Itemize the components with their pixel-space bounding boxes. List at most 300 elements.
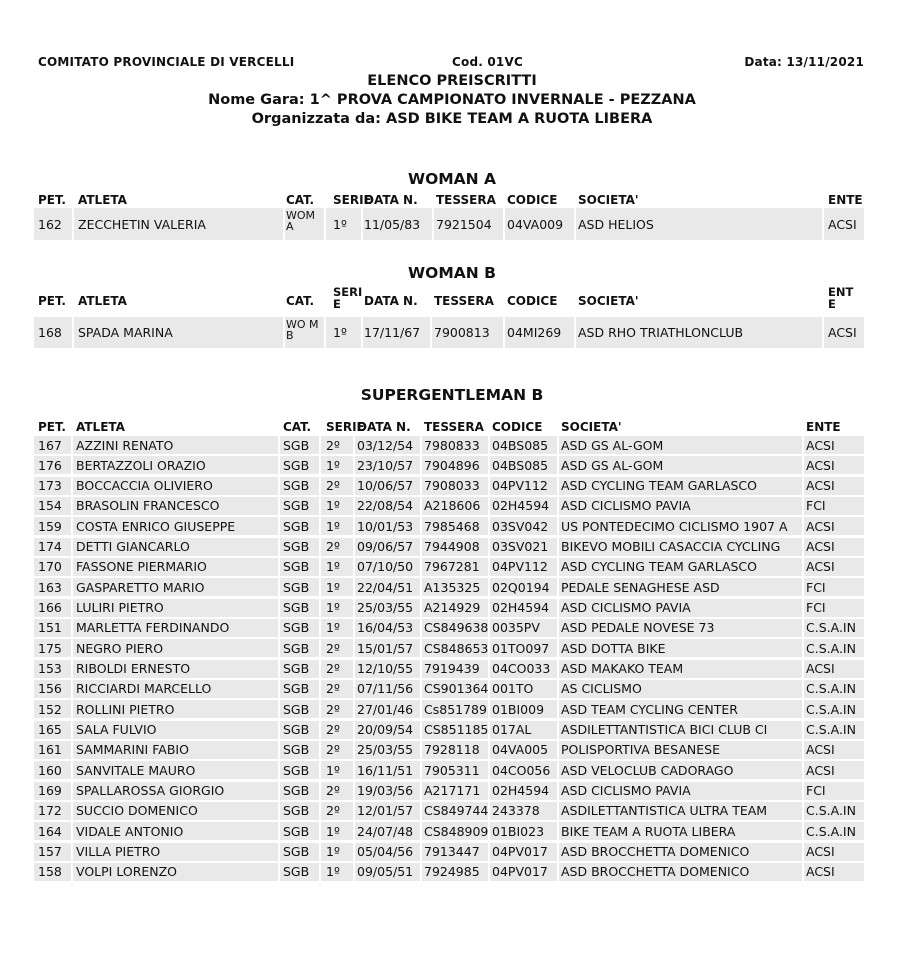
cell-data: 23/10/57 (357, 457, 414, 473)
cell-ente: C.S.A.IN (806, 803, 856, 819)
column-divider (420, 456, 422, 474)
cell-codice: 04BS085 (492, 437, 549, 453)
column-divider (822, 317, 824, 348)
cell-pet: 168 (38, 325, 62, 340)
column-divider (283, 208, 285, 240)
cell-serie: 1º (326, 579, 340, 595)
cell-tessera: CS849744 (424, 803, 489, 819)
cell-ente: FCI (806, 600, 826, 616)
column-divider (802, 456, 804, 474)
cell-atleta: ROLLINI PIETRO (76, 701, 175, 717)
cell-pet: 170 (38, 559, 62, 575)
cell-pet: 164 (38, 823, 62, 839)
column-divider (71, 578, 73, 596)
column-divider (353, 477, 355, 495)
column-divider (802, 660, 804, 678)
race-name: Nome Gara: 1^ PROVA CAMPIONATO INVERNALE - PEZZANA (208, 92, 696, 108)
column-divider (488, 456, 490, 474)
cell-pet: 162 (38, 216, 62, 232)
column-divider (319, 761, 321, 779)
cell-serie: 1º (326, 559, 340, 575)
column-divider (353, 578, 355, 596)
column-header-serie: SERI E (333, 285, 363, 311)
column-divider (557, 721, 559, 739)
cell-tessera: 7904896 (424, 457, 480, 473)
cell-pet: 175 (38, 640, 62, 656)
cell-cat: SGB (283, 498, 310, 514)
column-header-data: DATA N. (357, 420, 411, 434)
cell-pet: 151 (38, 620, 62, 636)
column-divider (319, 680, 321, 698)
column-divider (278, 802, 280, 820)
column-divider (319, 599, 321, 617)
cell-codice: 0035PV (492, 620, 540, 636)
column-divider (319, 619, 321, 637)
cell-data: 25/03/55 (357, 600, 414, 616)
cell-societa: ASD BROCCHETTA DOMENICO (561, 844, 750, 860)
column-divider (353, 436, 355, 454)
column-divider (557, 761, 559, 779)
cell-atleta: NEGRO PIERO (76, 640, 164, 656)
cell-pet: 157 (38, 844, 62, 860)
cell-pet: 161 (38, 742, 62, 758)
column-divider (420, 843, 422, 861)
column-divider (430, 317, 432, 348)
column-divider (802, 578, 804, 596)
cell-societa: BIKEVO MOBILI CASACCIA CYCLING (561, 539, 781, 555)
column-divider (420, 619, 422, 637)
page-title: ELENCO PREISCRITTI (367, 73, 537, 89)
column-divider (353, 863, 355, 881)
cell-societa: PEDALE SENAGHESE ASD (561, 579, 720, 595)
cell-societa: AS CICLISMO (561, 681, 642, 697)
cell-serie: 2º (326, 681, 340, 697)
column-divider (319, 660, 321, 678)
column-divider (71, 822, 73, 840)
document-titles (0, 72, 904, 129)
cell-data: 22/04/51 (357, 579, 414, 595)
cell-ente: ACSI (828, 216, 857, 232)
cell-cat: SGB (283, 783, 310, 799)
cell-data: 12/01/57 (357, 803, 414, 819)
cell-ente: C.S.A.IN (806, 640, 856, 656)
cell-societa: ASD BROCCHETTA DOMENICO (561, 864, 750, 880)
column-divider (420, 863, 422, 881)
cell-societa: ASD VELOCLUB CADORAGO (561, 762, 734, 778)
cell-codice: 001TO (492, 681, 534, 697)
cell-cat: SGB (283, 762, 310, 778)
cell-serie: 1º (326, 620, 340, 636)
section-title: WOMAN A (407, 170, 497, 188)
column-divider (71, 436, 73, 454)
column-divider (802, 761, 804, 779)
cell-data: 12/10/55 (357, 661, 414, 677)
column-divider (71, 619, 73, 637)
column-divider (802, 639, 804, 657)
cell-data: 09/06/57 (357, 539, 414, 555)
cell-serie: 1º (326, 600, 340, 616)
cell-pet: 165 (38, 722, 62, 738)
column-divider (319, 822, 321, 840)
cell-data: 24/07/48 (357, 823, 414, 839)
column-divider (557, 599, 559, 617)
column-divider (488, 558, 490, 576)
cell-tessera: 7919439 (424, 661, 480, 677)
cell-societa: ASD CICLISMO PAVIA (561, 600, 691, 616)
column-divider (802, 843, 804, 861)
cell-atleta: FASSONE PIERMARIO (76, 559, 207, 575)
column-divider (278, 680, 280, 698)
column-divider (420, 700, 422, 718)
column-divider (802, 782, 804, 800)
cell-codice: 02H4594 (492, 783, 550, 799)
cell-tessera: A135325 (424, 579, 481, 595)
cell-atleta: BERTAZZOLI ORAZIO (76, 457, 206, 473)
column-divider (802, 863, 804, 881)
cell-tessera: A214929 (424, 600, 481, 616)
cell-societa: ASDILETTANTISTICA ULTRA TEAM (561, 803, 768, 819)
column-divider (503, 208, 505, 240)
column-header-ente: ENTE (806, 420, 841, 434)
column-divider (557, 822, 559, 840)
column-header-pet: PET. (38, 193, 66, 207)
cell-codice: 02Q0194 (492, 579, 550, 595)
cell-ente: ACSI (806, 539, 835, 555)
cell-ente: ACSI (806, 844, 835, 860)
column-divider (353, 721, 355, 739)
cell-pet: 166 (38, 600, 62, 616)
cell-pet: 163 (38, 579, 62, 595)
column-divider (353, 843, 355, 861)
column-divider (557, 863, 559, 881)
cell-data: 11/05/83 (364, 216, 421, 232)
cell-data: 20/09/54 (357, 722, 414, 738)
column-divider (319, 700, 321, 718)
cell-tessera: 7905311 (424, 762, 480, 778)
column-divider (278, 619, 280, 637)
cell-atleta: VILLA PIETRO (76, 844, 161, 860)
column-divider (324, 317, 326, 348)
cell-tessera: 7967281 (424, 559, 480, 575)
cell-data: 15/01/57 (357, 640, 414, 656)
column-divider (353, 619, 355, 637)
column-divider (488, 700, 490, 718)
column-divider (557, 660, 559, 678)
cell-cat: SGB (283, 742, 310, 758)
cell-pet: 172 (38, 803, 62, 819)
cell-societa: ASD MAKAKO TEAM (561, 661, 684, 677)
column-divider (557, 477, 559, 495)
cell-cat: SGB (283, 661, 310, 677)
column-divider (488, 660, 490, 678)
column-divider (278, 436, 280, 454)
cell-atleta: BOCCACCIA OLIVIERO (76, 478, 213, 494)
column-header-codice: CODICE (507, 294, 558, 308)
cell-data: 25/03/55 (357, 742, 414, 758)
column-divider (802, 497, 804, 515)
cell-data: 22/08/54 (357, 498, 414, 514)
column-divider (802, 802, 804, 820)
column-divider (557, 680, 559, 698)
column-divider (557, 700, 559, 718)
cell-codice: 04CO056 (492, 762, 551, 778)
cell-serie: 2º (326, 661, 340, 677)
cell-cat: SGB (283, 823, 310, 839)
column-divider (420, 660, 422, 678)
column-divider (420, 639, 422, 657)
cell-codice: 02H4594 (492, 600, 550, 616)
cell-tessera: 7921504 (436, 216, 492, 232)
column-divider (319, 436, 321, 454)
column-divider (353, 497, 355, 515)
column-divider (71, 721, 73, 739)
cell-pet: 167 (38, 437, 62, 453)
cell-societa: ASD PEDALE NOVESE 73 (561, 620, 715, 636)
column-divider (802, 558, 804, 576)
column-divider (802, 721, 804, 739)
cell-ente: ACSI (806, 518, 835, 534)
column-divider (353, 761, 355, 779)
column-divider (488, 863, 490, 881)
cell-tessera: 7900813 (434, 325, 490, 340)
cell-serie: 2º (326, 742, 340, 758)
cell-atleta: RICCIARDI MARCELLO (76, 681, 212, 697)
column-divider (319, 558, 321, 576)
cell-cat: SGB (283, 518, 310, 534)
column-divider (420, 477, 422, 495)
cell-societa: ASD GS AL-GOM (561, 457, 664, 473)
column-header-serie: SERIE (333, 193, 372, 207)
cell-serie: 1º (326, 498, 340, 514)
cell-tessera: A217171 (424, 783, 481, 799)
column-header-pet: PET. (38, 420, 66, 434)
column-divider (319, 538, 321, 556)
column-divider (319, 477, 321, 495)
cell-cat: SGB (283, 803, 310, 819)
cell-ente: C.S.A.IN (806, 620, 856, 636)
cell-codice: 03SV021 (492, 539, 549, 555)
column-divider (488, 761, 490, 779)
cell-atleta: AZZINI RENATO (76, 437, 174, 453)
cell-serie: 1º (326, 762, 340, 778)
cell-cat: SGB (283, 864, 310, 880)
column-divider (802, 822, 804, 840)
column-divider (278, 822, 280, 840)
cell-codice: 04VA009 (507, 216, 564, 232)
cell-atleta: SALA FULVIO (76, 722, 157, 738)
cell-pet: 156 (38, 681, 62, 697)
cell-atleta: VIDALE ANTONIO (76, 823, 184, 839)
column-divider (361, 208, 363, 240)
cell-atleta: DETTI GIANCARLO (76, 539, 190, 555)
column-divider (278, 477, 280, 495)
column-divider (420, 680, 422, 698)
cell-societa: ASDILETTANTISTICA BICI CLUB CI (561, 722, 768, 738)
cell-tessera: 7913447 (424, 844, 480, 860)
column-divider (278, 558, 280, 576)
column-divider (420, 558, 422, 576)
organizer: Organizzata da: ASD BIKE TEAM A RUOTA LIBERA (251, 111, 653, 127)
cell-cat: SGB (283, 478, 310, 494)
cell-ente: C.S.A.IN (806, 823, 856, 839)
cell-atleta: RIBOLDI ERNESTO (76, 661, 191, 677)
column-divider (574, 208, 576, 240)
column-header-tessera: TESSERA (434, 294, 494, 308)
cell-cat: SGB (283, 457, 310, 473)
column-divider (557, 578, 559, 596)
column-divider (488, 843, 490, 861)
cell-societa: ASD CICLISMO PAVIA (561, 498, 691, 514)
column-divider (71, 802, 73, 820)
column-divider (488, 477, 490, 495)
column-divider (488, 517, 490, 535)
cell-ente: ACSI (806, 559, 835, 575)
cell-societa: ASD RHO TRIATHLONCLUB (578, 325, 744, 340)
cell-serie: 1º (326, 457, 340, 473)
section-title: SUPERGENTLEMAN B (360, 386, 544, 404)
cell-serie: 1º (326, 844, 340, 860)
cell-ente: C.S.A.IN (806, 701, 856, 717)
column-header-tessera: TESSERA (436, 193, 496, 207)
column-divider (278, 761, 280, 779)
column-divider (278, 497, 280, 515)
cell-tessera: 7980833 (424, 437, 480, 453)
column-divider (71, 680, 73, 698)
cell-tessera: 7928118 (424, 742, 480, 758)
column-header-atleta: ATLETA (78, 294, 127, 308)
column-divider (503, 317, 505, 348)
column-divider (71, 639, 73, 657)
cell-ente: ACSI (806, 864, 835, 880)
cell-data: 17/11/67 (364, 325, 421, 340)
cell-cat: WO M B (286, 318, 319, 342)
cell-societa: ASD CICLISMO PAVIA (561, 783, 691, 799)
column-divider (420, 497, 422, 515)
column-divider (557, 497, 559, 515)
column-divider (278, 863, 280, 881)
cell-ente: FCI (806, 498, 826, 514)
column-divider (319, 802, 321, 820)
column-divider (71, 741, 73, 759)
column-divider (420, 517, 422, 535)
column-divider (488, 741, 490, 759)
cell-pet: 153 (38, 661, 62, 677)
column-divider (574, 317, 576, 348)
cell-serie: 1º (326, 864, 340, 880)
column-header-tessera: TESSERA (424, 420, 484, 434)
column-divider (353, 680, 355, 698)
cell-societa: ASD HELIOS (578, 216, 654, 232)
column-header-societa: SOCIETA' (578, 294, 639, 308)
column-divider (420, 721, 422, 739)
column-divider (557, 741, 559, 759)
cell-codice: 04VA005 (492, 742, 549, 758)
column-divider (353, 802, 355, 820)
cell-pet: 173 (38, 478, 62, 494)
column-divider (488, 538, 490, 556)
cell-societa: ASD DOTTA BIKE (561, 640, 666, 656)
column-divider (557, 517, 559, 535)
cell-data: 10/06/57 (357, 478, 414, 494)
column-header-data: DATA N. (364, 294, 418, 308)
document-date: Data: 13/11/2021 (744, 55, 864, 69)
cell-societa: ASD GS AL-GOM (561, 437, 664, 453)
cell-ente: ACSI (806, 457, 835, 473)
cell-ente: ACSI (806, 478, 835, 494)
column-divider (71, 558, 73, 576)
cell-serie: 2º (326, 539, 340, 555)
column-header-serie: SERIE (326, 420, 365, 434)
cell-data: 19/03/56 (357, 783, 414, 799)
cell-atleta: LULIRI PIETRO (76, 600, 164, 616)
cell-ente: C.S.A.IN (806, 681, 856, 697)
column-divider (283, 317, 285, 348)
column-divider (802, 538, 804, 556)
column-divider (71, 497, 73, 515)
cell-cat: SGB (283, 620, 310, 636)
cell-ente: ACSI (806, 661, 835, 677)
column-divider (319, 456, 321, 474)
cell-atleta: MARLETTA FERDINANDO (76, 620, 230, 636)
column-divider (278, 660, 280, 678)
column-divider (278, 599, 280, 617)
column-divider (319, 639, 321, 657)
cell-serie: 2º (326, 803, 340, 819)
committee-name: COMITATO PROVINCIALE DI VERCELLI (38, 55, 295, 69)
column-divider (361, 317, 363, 348)
column-divider (557, 619, 559, 637)
column-divider (71, 843, 73, 861)
cell-cat: SGB (283, 559, 310, 575)
column-divider (72, 208, 74, 240)
cell-pet: 158 (38, 864, 62, 880)
cell-pet: 154 (38, 498, 62, 514)
cell-codice: 03SV042 (492, 518, 549, 534)
column-divider (319, 863, 321, 881)
cell-codice: 04PV112 (492, 478, 548, 494)
column-divider (71, 782, 73, 800)
column-divider (420, 822, 422, 840)
column-divider (557, 456, 559, 474)
cell-atleta: SUCCIO DOMENICO (76, 803, 198, 819)
cell-codice: 01BI009 (492, 701, 545, 717)
column-divider (71, 761, 73, 779)
column-divider (488, 578, 490, 596)
column-divider (319, 578, 321, 596)
column-divider (324, 208, 326, 240)
cell-data: 16/11/51 (357, 762, 414, 778)
cell-societa: ASD TEAM CYCLING CENTER (561, 701, 738, 717)
cell-cat: SGB (283, 640, 310, 656)
cell-ente: ACSI (828, 325, 857, 340)
cell-ente: ACSI (806, 762, 835, 778)
column-divider (420, 802, 422, 820)
column-divider (488, 599, 490, 617)
column-divider (420, 782, 422, 800)
cell-tessera: 7924985 (424, 864, 480, 880)
column-divider (278, 517, 280, 535)
cell-ente: ACSI (806, 742, 835, 758)
cell-pet: 152 (38, 701, 62, 717)
cell-codice: 04MI269 (507, 325, 562, 340)
cell-cat: SGB (283, 722, 310, 738)
column-divider (353, 639, 355, 657)
cell-atleta: SPALLAROSSA GIORGIO (76, 783, 225, 799)
column-divider (71, 660, 73, 678)
cell-ente: FCI (806, 783, 826, 799)
cell-data: 09/05/51 (357, 864, 414, 880)
cell-codice: 243378 (492, 803, 540, 819)
